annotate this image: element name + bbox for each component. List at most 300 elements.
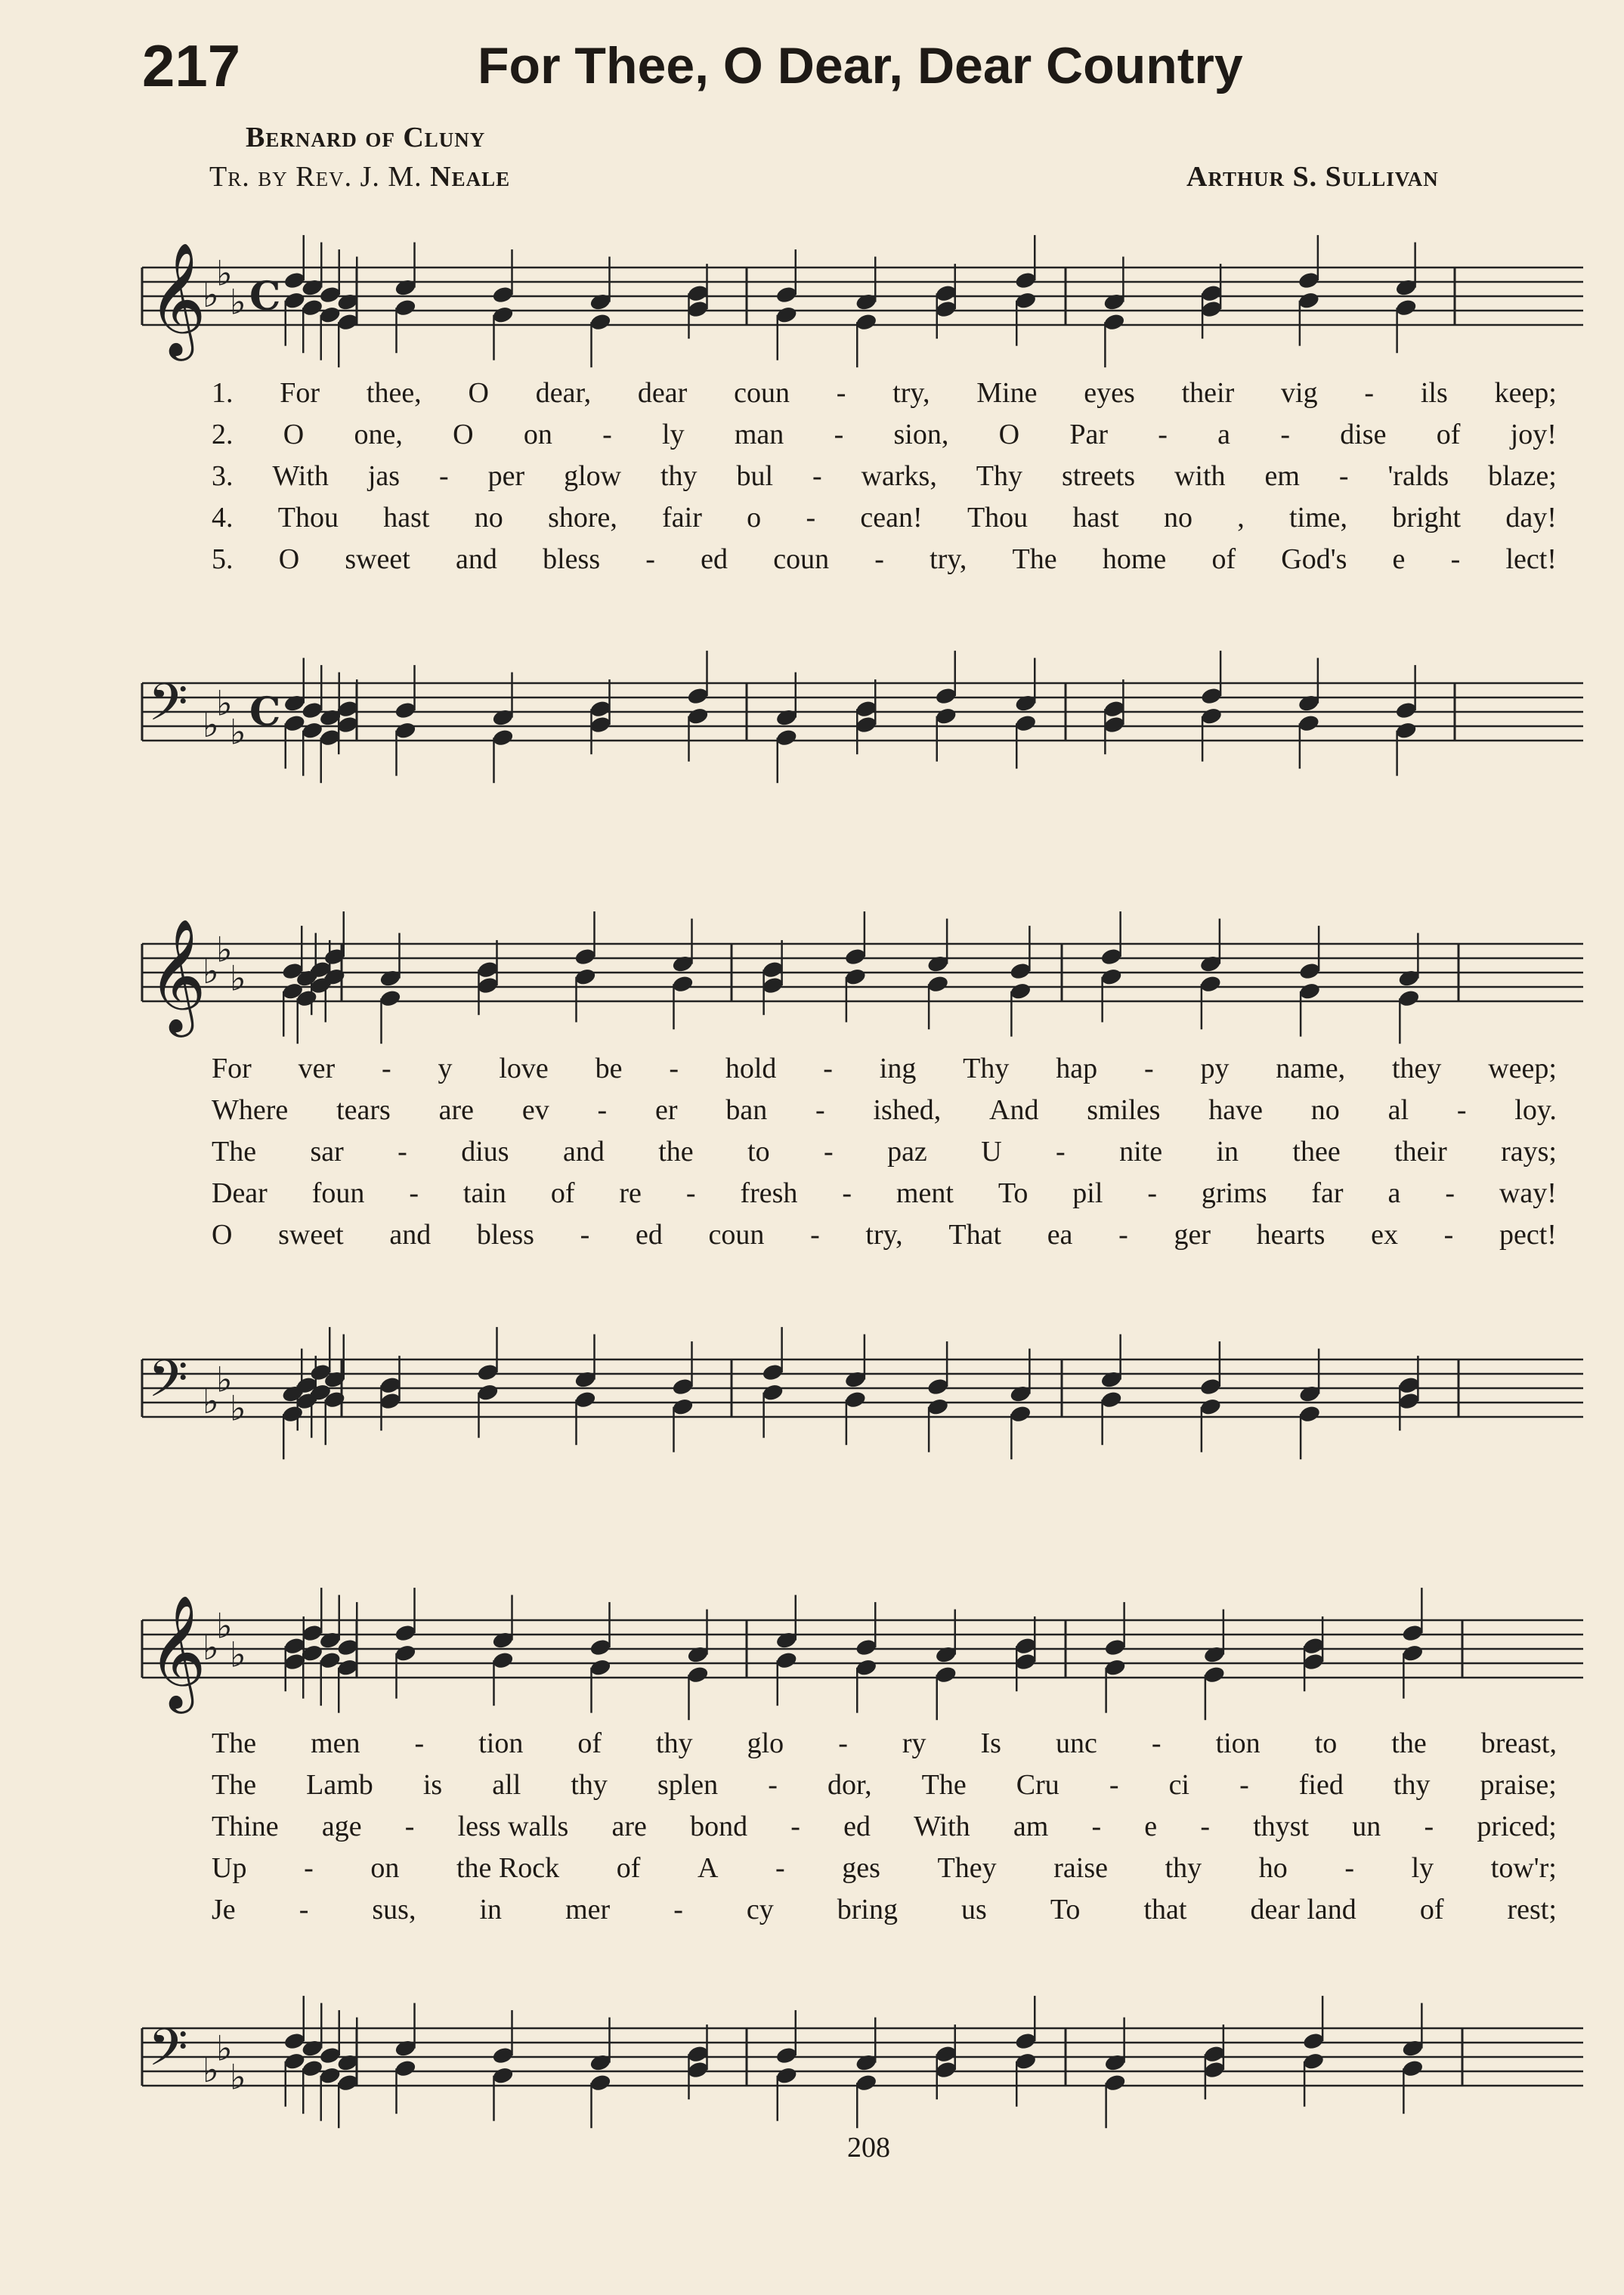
notehead bbox=[1200, 686, 1223, 706]
lyric-syllable: O bbox=[468, 377, 489, 409]
notehead bbox=[301, 2039, 324, 2058]
lyric-syllable: with bbox=[1174, 460, 1226, 492]
notehead bbox=[671, 974, 694, 994]
notehead bbox=[775, 1650, 798, 1670]
notehead bbox=[1100, 947, 1123, 967]
notehead bbox=[775, 1631, 798, 1650]
lyric-syllable: re bbox=[619, 1177, 642, 1209]
lyric-syllable: foun bbox=[311, 1177, 365, 1209]
lyric-syllable: - bbox=[685, 1177, 696, 1209]
lyric-syllable: al bbox=[1387, 1094, 1409, 1126]
lyric-syllable: sus, bbox=[372, 1894, 416, 1925]
notehead bbox=[283, 694, 306, 713]
lyric-syllable: The bbox=[1012, 543, 1057, 575]
bass-clef-icon: 𝄢 bbox=[148, 673, 188, 745]
lyric-syllable: The bbox=[921, 1769, 967, 1801]
lyric-line bbox=[212, 459, 1557, 493]
notehead bbox=[934, 2044, 957, 2064]
notehead bbox=[476, 1383, 500, 1403]
notehead bbox=[1203, 1665, 1227, 1684]
lyric-syllable: that bbox=[1143, 1894, 1187, 1925]
lyric-syllable: O bbox=[453, 419, 474, 450]
lyric-syllable: - bbox=[810, 1219, 820, 1251]
notehead bbox=[934, 707, 957, 726]
notehead bbox=[926, 974, 950, 994]
lyric-syllable: thy bbox=[656, 1727, 693, 1759]
lyric-syllable: fair bbox=[662, 502, 702, 534]
lyric-syllable: breast, bbox=[1480, 1727, 1557, 1759]
notehead bbox=[686, 283, 710, 303]
lyric-syllable: the bbox=[658, 1136, 694, 1168]
notehead bbox=[476, 960, 500, 979]
notehead bbox=[589, 312, 612, 332]
bass-clef-icon: 𝄢 bbox=[148, 2018, 188, 2090]
lyric-syllable: coun bbox=[773, 543, 830, 575]
notehead bbox=[283, 2031, 306, 2051]
lyric-syllable: For bbox=[280, 377, 320, 409]
notehead bbox=[283, 1636, 306, 1656]
notehead bbox=[934, 686, 957, 706]
lyric-syllable: home bbox=[1102, 543, 1167, 575]
lyric-syllable: y bbox=[438, 1053, 453, 1084]
notehead bbox=[1014, 2031, 1038, 2051]
lyric-syllable: e bbox=[1392, 543, 1406, 575]
notehead bbox=[844, 1370, 868, 1390]
notehead bbox=[1401, 1623, 1424, 1643]
notehead bbox=[379, 988, 402, 1008]
notehead bbox=[283, 271, 306, 290]
lyric-syllable: tears bbox=[336, 1094, 391, 1126]
notehead bbox=[318, 1631, 342, 1650]
lyric-syllable: - bbox=[414, 1727, 425, 1759]
notehead bbox=[1203, 1645, 1227, 1665]
lyric-syllable: ly bbox=[662, 419, 685, 450]
flat-icon: ♭ bbox=[203, 1628, 219, 1667]
notehead bbox=[1397, 988, 1421, 1008]
notehead bbox=[1100, 1390, 1123, 1409]
notehead bbox=[1200, 299, 1223, 319]
notehead bbox=[1200, 283, 1223, 303]
lyric-syllable: dor, bbox=[827, 1769, 872, 1801]
lyric-syllable: Thou bbox=[277, 502, 339, 534]
lyric-syllable: nite bbox=[1119, 1136, 1163, 1168]
notehead bbox=[394, 721, 417, 741]
notehead bbox=[318, 305, 342, 325]
notehead bbox=[379, 969, 402, 988]
notehead bbox=[1394, 298, 1418, 317]
lyric-syllable: - bbox=[834, 419, 844, 450]
lyric-syllable: - bbox=[1109, 1769, 1119, 1801]
lyric-syllable: men bbox=[311, 1727, 360, 1759]
notehead bbox=[589, 2053, 612, 2073]
flat-icon: ♭ bbox=[216, 1360, 233, 1400]
lyric-line bbox=[212, 1727, 1557, 1760]
lyric-syllable: are bbox=[438, 1094, 475, 1126]
lyric-syllable: and bbox=[389, 1219, 432, 1251]
lyric-line bbox=[212, 1810, 1557, 1843]
lyric-syllable: A bbox=[697, 1852, 719, 1884]
notehead bbox=[1009, 1384, 1032, 1404]
lyric-syllable: raise bbox=[1053, 1852, 1108, 1884]
lyric-syllable: of bbox=[1211, 543, 1236, 575]
lyric-syllable: - bbox=[397, 1136, 407, 1168]
notehead bbox=[301, 278, 324, 298]
lyric-syllable: love bbox=[499, 1053, 549, 1084]
lyric-syllable: try, bbox=[930, 543, 967, 575]
lyric-syllable: thyst bbox=[1253, 1811, 1310, 1842]
flat-icon: ♭ bbox=[216, 2029, 233, 2068]
notehead bbox=[574, 947, 597, 967]
lyric-syllable: vig bbox=[1281, 377, 1318, 409]
lyric-syllable: - bbox=[1091, 1811, 1102, 1842]
notehead bbox=[855, 312, 878, 332]
notehead bbox=[1298, 291, 1321, 311]
notehead bbox=[686, 1645, 710, 1665]
lyric-syllable: streets bbox=[1061, 460, 1136, 492]
lyric-syllable: - bbox=[768, 1769, 778, 1801]
lyric-syllable: O bbox=[998, 419, 1020, 450]
lyric-syllable: - bbox=[1151, 1727, 1162, 1759]
lyric-syllable: time, bbox=[1289, 502, 1348, 534]
flat-icon: ♭ bbox=[230, 1635, 246, 1675]
lyric-syllable: - bbox=[645, 543, 655, 575]
notehead bbox=[671, 954, 694, 974]
notehead bbox=[855, 715, 878, 735]
notehead bbox=[589, 715, 612, 735]
lyric-syllable: their bbox=[1394, 1136, 1447, 1168]
system-1-treble-staff bbox=[0, 241, 1624, 356]
lyric-syllable: pil bbox=[1072, 1177, 1103, 1209]
lyric-syllable: per bbox=[487, 460, 525, 492]
notehead bbox=[394, 1644, 417, 1663]
lyric-syllable: sweet bbox=[278, 1219, 344, 1251]
lyric-syllable: and bbox=[562, 1136, 605, 1168]
lyric-syllable: the bbox=[1391, 1727, 1427, 1759]
notehead bbox=[1397, 1375, 1421, 1395]
lyric-syllable: ed bbox=[843, 1811, 871, 1842]
lyric-syllable: - bbox=[1445, 1177, 1455, 1209]
lyric-syllable: on bbox=[523, 419, 552, 450]
flat-icon: ♭ bbox=[203, 2051, 219, 2089]
translator-credit bbox=[209, 160, 510, 193]
lyric-syllable: Thy bbox=[976, 460, 1023, 492]
lyric-syllable: shore, bbox=[548, 502, 617, 534]
author-credit: Bernard of Cluny bbox=[246, 122, 486, 153]
lyric-syllable: - bbox=[1344, 1852, 1355, 1884]
lyric-syllable: ban bbox=[725, 1094, 768, 1126]
lyric-syllable: bless bbox=[476, 1219, 534, 1251]
translator-name: Neale bbox=[430, 161, 511, 193]
notehead bbox=[686, 1665, 710, 1684]
notehead bbox=[855, 2053, 878, 2073]
notehead bbox=[491, 2066, 515, 2086]
lyric-syllable: tion bbox=[478, 1727, 524, 1759]
lyric-syllable: - bbox=[775, 1852, 785, 1884]
notehead bbox=[301, 721, 324, 741]
notehead bbox=[283, 713, 306, 733]
notehead bbox=[1014, 1652, 1038, 1672]
lyric-syllable: That bbox=[948, 1219, 1001, 1251]
notehead bbox=[686, 686, 710, 706]
lyric-syllable: hold bbox=[725, 1053, 777, 1084]
notehead bbox=[491, 2046, 515, 2065]
notehead bbox=[1100, 967, 1123, 987]
lyric-syllable: of bbox=[1419, 1894, 1444, 1925]
lyric-syllable: , bbox=[1237, 502, 1245, 534]
lyric-syllable: - bbox=[1424, 1811, 1434, 1842]
notehead bbox=[491, 728, 515, 747]
notehead bbox=[301, 701, 324, 720]
lyric-syllable: and bbox=[456, 543, 497, 575]
notehead bbox=[574, 1390, 597, 1409]
lyric-syllable: ry bbox=[902, 1727, 926, 1759]
lyric-syllable: And bbox=[989, 1094, 1039, 1126]
page-number: 208 bbox=[847, 2132, 890, 2164]
lyric-syllable: dise bbox=[1340, 419, 1387, 450]
lyric-syllable: of bbox=[577, 1727, 602, 1759]
notehead bbox=[1014, 713, 1038, 733]
lyric-syllable: splen bbox=[657, 1769, 719, 1801]
lyric-syllable: - bbox=[1338, 460, 1349, 492]
notehead bbox=[855, 699, 878, 719]
lyric-syllable: - bbox=[602, 419, 612, 450]
system-3-bass-staff bbox=[0, 2010, 1624, 2101]
notehead bbox=[1298, 271, 1321, 290]
notehead bbox=[476, 976, 500, 995]
notehead bbox=[1103, 2053, 1127, 2073]
flat-icon: ♭ bbox=[230, 283, 246, 322]
notehead bbox=[934, 1645, 957, 1665]
lyric-syllable: hast bbox=[1072, 502, 1119, 534]
lyric-syllable: thy bbox=[1165, 1852, 1202, 1884]
lyric-line bbox=[212, 1135, 1557, 1168]
lyric-syllable: on bbox=[370, 1852, 400, 1884]
lyric-syllable: - bbox=[1200, 1811, 1211, 1842]
flat-icon: ♭ bbox=[203, 706, 219, 744]
lyric-syllable: - bbox=[838, 1727, 848, 1759]
lyric-syllable: pect! bbox=[1499, 1219, 1557, 1251]
notehead bbox=[574, 1370, 597, 1390]
flat-icon: ♭ bbox=[216, 254, 233, 293]
lyric-syllable: The bbox=[212, 1769, 257, 1801]
notehead bbox=[844, 947, 868, 967]
notehead bbox=[283, 291, 306, 311]
lyric-syllable: The bbox=[212, 1136, 257, 1168]
lyric-syllable: - bbox=[812, 460, 822, 492]
notehead bbox=[1103, 1658, 1127, 1678]
lyric-syllable: tion bbox=[1215, 1727, 1261, 1759]
lyric-syllable: cean! bbox=[860, 502, 923, 534]
notehead bbox=[934, 1665, 957, 1684]
lyric-syllable: Lamb bbox=[306, 1769, 373, 1801]
lyric-syllable: hast bbox=[383, 502, 430, 534]
notehead bbox=[301, 298, 324, 317]
lyric-syllable: far bbox=[1311, 1177, 1344, 1209]
lyric-syllable: Mine bbox=[976, 377, 1038, 409]
notehead bbox=[855, 292, 878, 312]
notehead bbox=[318, 2066, 342, 2086]
notehead bbox=[1203, 2044, 1227, 2064]
notehead bbox=[775, 708, 798, 728]
common-time-icon: C bbox=[249, 689, 281, 735]
flat-icon: ♭ bbox=[203, 1382, 219, 1421]
lyric-syllable: Thou bbox=[967, 502, 1029, 534]
notehead bbox=[1103, 1638, 1127, 1657]
notehead bbox=[1009, 961, 1032, 981]
notehead bbox=[379, 1391, 402, 1411]
notehead bbox=[318, 1650, 342, 1670]
notehead bbox=[301, 2058, 324, 2078]
lyric-syllable: 1. bbox=[212, 377, 234, 409]
lyric-syllable: To bbox=[998, 1177, 1029, 1209]
lyric-line bbox=[212, 376, 1557, 410]
flat-icon: ♭ bbox=[216, 1607, 233, 1646]
translator-prefix: Tr. by Rev. J. M. bbox=[209, 161, 422, 193]
lyric-syllable: warks, bbox=[861, 460, 937, 492]
notehead bbox=[1401, 1644, 1424, 1663]
lyric-syllable: of bbox=[1436, 419, 1461, 450]
notehead bbox=[934, 283, 957, 303]
lyric-syllable: tain bbox=[462, 1177, 506, 1209]
lyric-syllable: - bbox=[404, 1811, 415, 1842]
lyric-syllable: thee, bbox=[366, 377, 422, 409]
lyric-syllable: Thy bbox=[963, 1053, 1010, 1084]
notehead bbox=[1199, 1397, 1223, 1417]
lyric-syllable: to bbox=[747, 1136, 770, 1168]
lyric-syllable: praise; bbox=[1480, 1769, 1557, 1801]
lyric-syllable: day! bbox=[1505, 502, 1557, 534]
lyric-syllable: hap bbox=[1056, 1053, 1098, 1084]
lyric-syllable: grims bbox=[1201, 1177, 1267, 1209]
notehead bbox=[1298, 713, 1321, 733]
lyric-syllable: - bbox=[806, 502, 816, 534]
notehead bbox=[1397, 1391, 1421, 1411]
lyric-line bbox=[212, 543, 1557, 576]
lyric-syllable: am bbox=[1013, 1811, 1049, 1842]
lyric-syllable: way! bbox=[1499, 1177, 1557, 1209]
lyric-syllable: priced; bbox=[1477, 1811, 1557, 1842]
notehead bbox=[926, 1377, 950, 1396]
lyric-syllable: The bbox=[212, 1727, 257, 1759]
notehead bbox=[1394, 701, 1418, 720]
notehead bbox=[574, 967, 597, 987]
lyric-syllable: loy. bbox=[1514, 1094, 1557, 1126]
bass-clef-icon: 𝄢 bbox=[148, 1350, 188, 1421]
lyric-syllable: coun bbox=[734, 377, 790, 409]
lyric-syllable: rays; bbox=[1501, 1136, 1557, 1168]
lyric-syllable: their bbox=[1181, 377, 1235, 409]
lyric-syllable: - bbox=[1280, 419, 1290, 450]
lyric-syllable: dius bbox=[461, 1136, 509, 1168]
notehead bbox=[1103, 699, 1126, 719]
lyric-syllable: Cru bbox=[1016, 1769, 1059, 1801]
lyric-syllable: smiles bbox=[1087, 1094, 1161, 1126]
lyric-syllable: eyes bbox=[1084, 377, 1135, 409]
lyric-syllable: They bbox=[937, 1852, 997, 1884]
lyric-syllable: have bbox=[1208, 1094, 1263, 1126]
lyric-syllable: glow bbox=[564, 460, 622, 492]
lyric-syllable: ci bbox=[1168, 1769, 1189, 1801]
lyric-syllable: - bbox=[823, 1053, 833, 1084]
notehead bbox=[761, 1383, 784, 1403]
lyric-syllable: - bbox=[1147, 1177, 1157, 1209]
notehead bbox=[1009, 1404, 1032, 1424]
lyric-syllable: Par bbox=[1069, 419, 1108, 450]
lyric-syllable: all bbox=[492, 1769, 521, 1801]
system-2-treble-staff bbox=[0, 917, 1624, 1032]
notehead bbox=[1103, 312, 1126, 332]
notehead bbox=[1302, 1652, 1325, 1672]
notehead bbox=[1014, 694, 1038, 713]
lyric-syllable: - bbox=[815, 1094, 825, 1126]
lyric-syllable: bright bbox=[1392, 502, 1462, 534]
lyric-syllable: - bbox=[824, 1136, 834, 1168]
treble-clef-icon: 𝄞 bbox=[148, 1594, 206, 1709]
lyric-syllable: - bbox=[1118, 1219, 1128, 1251]
lyric-line bbox=[212, 1768, 1557, 1802]
lyric-syllable: glo bbox=[747, 1727, 784, 1759]
notehead bbox=[491, 285, 515, 305]
lyric-syllable: a bbox=[1387, 1177, 1401, 1209]
lyric-syllable: no bbox=[1310, 1094, 1340, 1126]
lyric-syllable: - bbox=[673, 1894, 683, 1925]
notehead bbox=[1203, 2060, 1227, 2080]
notehead bbox=[855, 1658, 878, 1678]
flat-icon: ♭ bbox=[230, 1389, 246, 1428]
notehead bbox=[1199, 974, 1223, 994]
flat-icon: ♭ bbox=[230, 713, 246, 752]
lyric-syllable: sar bbox=[310, 1136, 344, 1168]
lyric-syllable: a bbox=[1217, 419, 1231, 450]
lyric-syllable: py bbox=[1200, 1053, 1230, 1084]
lyric-syllable: 3. bbox=[212, 460, 234, 492]
lyric-syllable: bless bbox=[543, 543, 601, 575]
lyric-syllable: dear, bbox=[535, 377, 592, 409]
lyric-syllable: ger bbox=[1174, 1219, 1211, 1251]
notehead bbox=[844, 967, 868, 987]
lyric-syllable: sweet bbox=[345, 543, 410, 575]
lyric-syllable: in bbox=[1216, 1136, 1239, 1168]
lyric-syllable: keep; bbox=[1494, 377, 1557, 409]
lyric-syllable: e bbox=[1144, 1811, 1158, 1842]
notehead bbox=[394, 701, 417, 720]
notehead bbox=[476, 1362, 500, 1382]
notehead bbox=[1302, 2052, 1325, 2071]
lyric-syllable: are bbox=[611, 1811, 647, 1842]
lyric-line bbox=[212, 1851, 1557, 1885]
lyric-line bbox=[212, 501, 1557, 534]
notehead bbox=[318, 285, 342, 305]
notehead bbox=[394, 2058, 417, 2078]
lyric-syllable: ex bbox=[1371, 1219, 1398, 1251]
lyric-syllable: man bbox=[734, 419, 784, 450]
lyric-syllable: er bbox=[654, 1094, 678, 1126]
notehead bbox=[491, 708, 515, 728]
lyric-syllable: cy bbox=[746, 1894, 774, 1925]
notehead bbox=[589, 292, 612, 312]
lyric-syllable: fresh bbox=[740, 1177, 798, 1209]
lyric-syllable: - bbox=[1158, 419, 1168, 450]
notehead bbox=[686, 707, 710, 726]
lyric-line bbox=[212, 1218, 1557, 1251]
lyric-syllable: is bbox=[422, 1769, 443, 1801]
lyric-syllable: ed bbox=[635, 1219, 663, 1251]
notehead bbox=[761, 976, 784, 995]
lyric-syllable: try, bbox=[892, 377, 930, 409]
lyric-syllable: they bbox=[1391, 1053, 1442, 1084]
lyric-syllable: - bbox=[1364, 377, 1375, 409]
lyric-syllable: em bbox=[1264, 460, 1300, 492]
